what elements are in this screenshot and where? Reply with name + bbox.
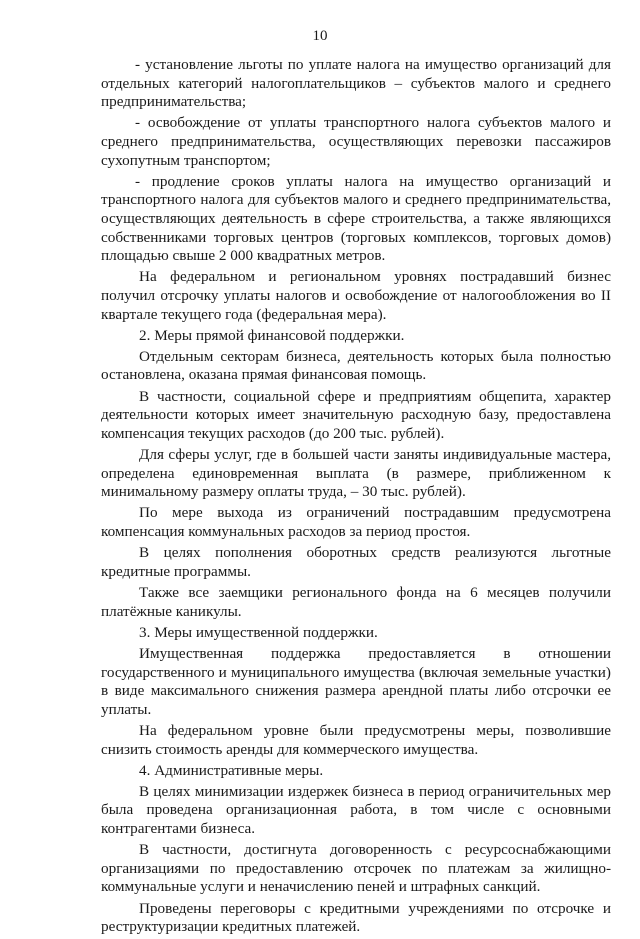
paragraph: Проведены переговоры с кредитными учреждениями по отсрочке и реструктуризации кредитных платежей. (101, 899, 611, 936)
paragraph: Имущественная поддержка предоставляется в отношении государственного и муниципального имущества (включая земельные участки) в виде максимального снижения размера арендной платы либо отсрочки ее уплаты. (101, 644, 611, 718)
section-heading: 2. Меры прямой финансовой поддержки. (139, 326, 405, 344)
list-item: - продление сроков уплаты налога на имущество организаций и транспортного налога для субъектов малого и среднего предпринимательства, осуществляющих деятельность в сфере строительства, а также являющихся собственниками торговых центров (торговых комплексов, торговых домов) площадью свыше 2 000 квадратных метров. (101, 172, 611, 265)
paragraph: На федеральном и региональном уровнях пострадавший бизнес получил отсрочку уплаты налогов и освобождение от налогообложения во II квартале текущего года (федеральная мера). (101, 268, 611, 323)
paragraph: Отдельным секторам бизнеса, деятельность которых была полностью остановлена, оказана прямая финансовая помощь. (101, 347, 611, 384)
paragraph: В частности, социальной сфере и предприятиям общепита, характер деятельности которых имеет значительную расходную базу, предоставлена компенсация текущих расходов (до 200 тыс. рублей). (101, 387, 611, 442)
section-heading: 3. Меры имущественной поддержки. (139, 623, 378, 641)
paragraph: По мере выхода из ограничений пострадавшим предусмотрена компенсация коммунальных расходов за период простоя. (101, 504, 611, 540)
paragraph: Также все заемщики регионального фонда на 6 месяцев получили платёжные каникулы. (101, 583, 611, 620)
list-item: - освобождение от уплаты транспортного налога субъектов малого и среднего предпринимательства, осуществляющих перевозки пассажиров сухопутным транспортом; (101, 114, 611, 169)
paragraph: Для сферы услуг, где в большей части заняты индивидуальные мастера, определена единовременная выплата (в размере, приближенном к минимальному размеру оплаты труда, – 30 тыс. рублей). (101, 446, 611, 501)
list-item: - установление льготы по уплате налога на имущество организаций для отдельных категорий налогоплательщиков – субъектов малого и среднего предпринимательства; (101, 56, 611, 111)
document-body (101, 56, 611, 939)
section-heading: 4. Административные меры. (139, 761, 324, 779)
paragraph: В целях пополнения оборотных средств реализуются льготные кредитные программы. (101, 544, 611, 580)
paragraph: В частности, достигнута договоренность с ресурсоснабжающими организациями по предоставлению отсрочек по платежам за жилищно-коммунальные услуги и неначислению пеней и штрафных санкций. (101, 841, 611, 896)
paragraph: В целях минимизации издержек бизнеса в период ограничительных мер была проведена организационная работа, в том числе с основными контрагентами бизнеса. (101, 782, 611, 838)
page-number: 10 (312, 28, 328, 44)
paragraph: На федеральном уровне были предусмотрены меры, позволившие снизить стоимость аренды для коммерческого имущества. (101, 721, 611, 758)
